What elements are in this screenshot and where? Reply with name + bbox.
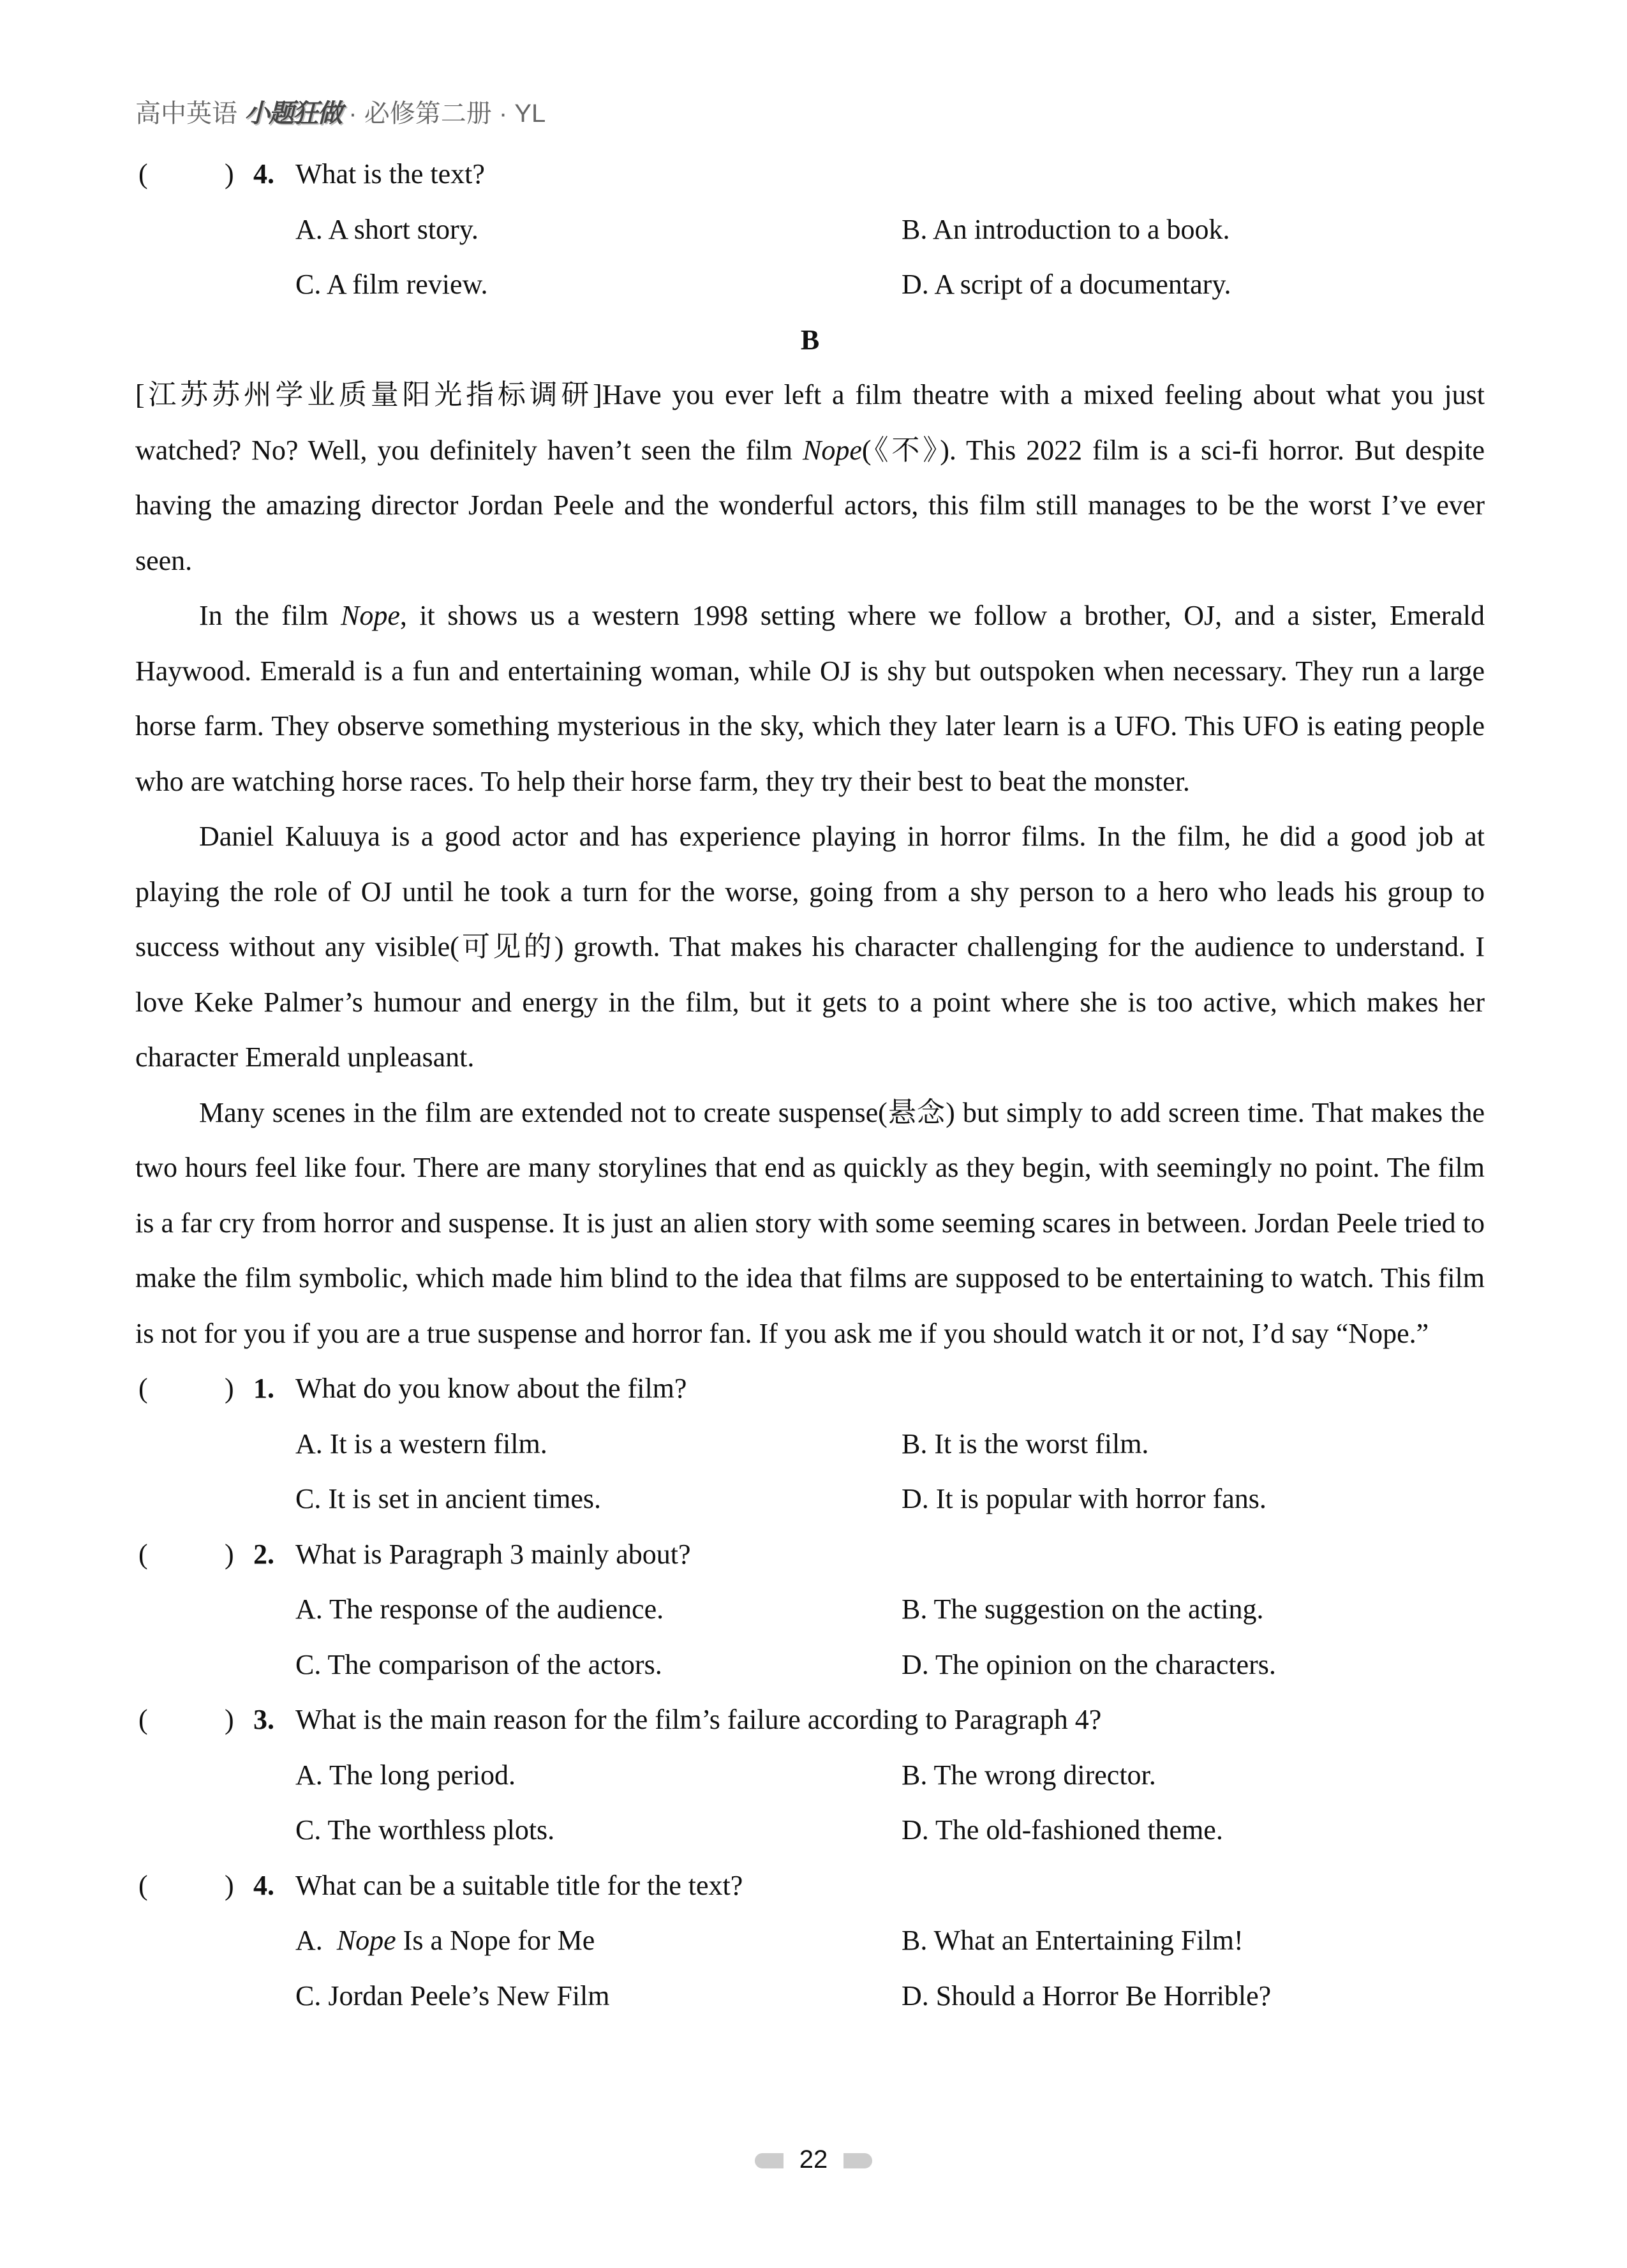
option-b: B. What an Entertaining Film! [902,1925,1244,1956]
label: A. [295,1925,337,1956]
option-c: C. It is set in ancient times. [295,1483,602,1514]
page-header [135,93,546,130]
page-number [0,2145,1627,2174]
answer-bracket-close: ) [225,1538,234,1570]
option-d: D. A script of a documentary. [902,269,1231,300]
number: 1 [253,1373,267,1404]
option-d: D. The old-fashioned theme. [902,1814,1223,1846]
separator: · [498,100,508,128]
paragraph-4: Many scenes in the film are extended not to create suspense(悬念) but simply to add screen time. That makes the two hours feel like four. There are many storylines that end as quickly as they begin, with seemingly no point. The film is a far cry from horror and suspense. It is just an alien story with some seeming scares in between. Jordan Peele tried to make the film symbolic, which made him blind to the idea that films are supposed to be entertaining to watch. This film is not for you if you are a true suspense and horror fan. If you ask me if you should watch it or not, I’d say “Nope.” [135,1096,1485,1349]
option-b: B. It is the worst film. [902,1428,1149,1459]
option-c: C. Jordan Peele’s New Film [295,1980,610,2011]
question-2 [135,1527,1485,1583]
option-c: C. The worthless plots. [295,1814,555,1846]
section-label: B [800,324,820,355]
option-a: A. The response of the audience. [295,1593,664,1625]
number: 4 [253,1869,267,1901]
number: 3 [253,1704,267,1735]
option-c: C. A film review. [295,269,488,300]
option-b: B. The wrong director. [902,1759,1156,1791]
separator: · [348,100,357,128]
text: (《不》). This 2022 film is a sci-fi horror. But despite having the amazing director Jordan Peele and the wonderful actors, this film still manages to be the worst I’ve ever seen. [135,434,1485,576]
text: Is a Nope for Me [396,1925,595,1956]
question-3 [135,1692,1485,1748]
option-d: D. The opinion on the characters. [902,1648,1276,1680]
question-text: What is Paragraph 3 mainly about? [295,1538,691,1570]
question-prev-4 [135,147,1485,202]
answer-bracket-close: ) [225,1704,234,1735]
brand-logo: 小题狂做 [244,100,342,128]
dot: . [267,1869,274,1901]
text: Have you ever left a film theatre with a mixed feeling about what you just watched? No? Well, you definitely haven’t seen the film [135,379,1485,466]
answer-bracket-open[interactable]: ( [138,1538,148,1570]
answer-bracket-close: ) [225,1869,234,1901]
text: In the film [199,600,341,631]
page-content [135,147,1485,2024]
number: 4 [253,158,267,190]
dot: . [267,1373,274,1404]
question-number [253,1858,274,1914]
dot: . [267,1704,274,1735]
film-title: Nope [341,600,400,631]
passage [135,368,1485,1361]
answer-bracket-close: ) [225,158,234,190]
option-a: A. It is a western film. [295,1428,547,1459]
page-number-decoration [843,2153,872,2168]
answer-bracket-open[interactable]: ( [138,1373,148,1404]
option-b: B. The suggestion on the acting. [902,1593,1264,1625]
question-number [253,1527,274,1583]
option-c: C. The comparison of the actors. [295,1648,662,1680]
dot: . [267,158,274,190]
page-number-text: 22 [799,2145,828,2174]
book-title: 必修第二册 [364,100,492,128]
answer-bracket-open[interactable]: ( [138,158,148,190]
question-number [253,1692,274,1748]
option-b: B. An introduction to a book. [902,213,1230,245]
option-a: A. The long period. [295,1759,516,1791]
dot: . [267,1538,274,1570]
option-a [295,1913,595,1969]
question-text: What do you know about the film? [295,1373,687,1404]
page-number-decoration [755,2153,784,2168]
film-title: Nope [336,1925,396,1956]
question-number [253,1361,274,1417]
option-d: D. It is popular with horror fans. [902,1483,1267,1514]
subject: 高中英语 [135,100,237,128]
question-4 [135,1858,1485,1914]
paragraph-1 [135,368,1485,588]
text: , it shows us a western 1998 setting where we follow a brother, OJ, and a sister, Emerald Haywood. Emerald is a fun and entertaining woman, while OJ is shy but outspoken when necessary. They run a large horse farm. They observe something mysterious in the sky, which they later learn is a UFO. This UFO is eating people who are watching horse races. To help their horse farm, they try their best to beat the monster. [135,600,1485,797]
question-text: What is the text? [295,158,485,190]
paragraph-3: Daniel Kaluuya is a good actor and has experience playing in horror films. In the film, he did a good job at playing the role of OJ until he took a turn for the worse, going from a shy person to a hero who leads his group to success without any visible(可见的) growth. That makes his character challenging for the audience to understand. I love Keke Palmer’s humour and energy in the film, but it gets to a point where she is too active, which makes her character Emerald unpleasant. [135,821,1485,1073]
question-1 [135,1361,1485,1417]
question-text: What can be a suitable title for the text? [295,1869,743,1901]
option-a: A. A short story. [295,213,479,245]
number: 2 [253,1538,267,1570]
question-number [253,147,274,202]
film-title: Nope [802,434,862,466]
question-text: What is the main reason for the film’s failure according to Paragraph 4? [295,1704,1102,1735]
paragraph-2 [135,588,1485,809]
answer-bracket-open[interactable]: ( [138,1704,148,1735]
answer-bracket-close: ) [225,1373,234,1404]
answer-bracket-open[interactable]: ( [138,1869,148,1901]
edition: YL [514,100,546,128]
source-tag: [江苏苏州学业质量阳光指标调研] [135,379,602,410]
option-d: D. Should a Horror Be Horrible? [902,1980,1272,2011]
